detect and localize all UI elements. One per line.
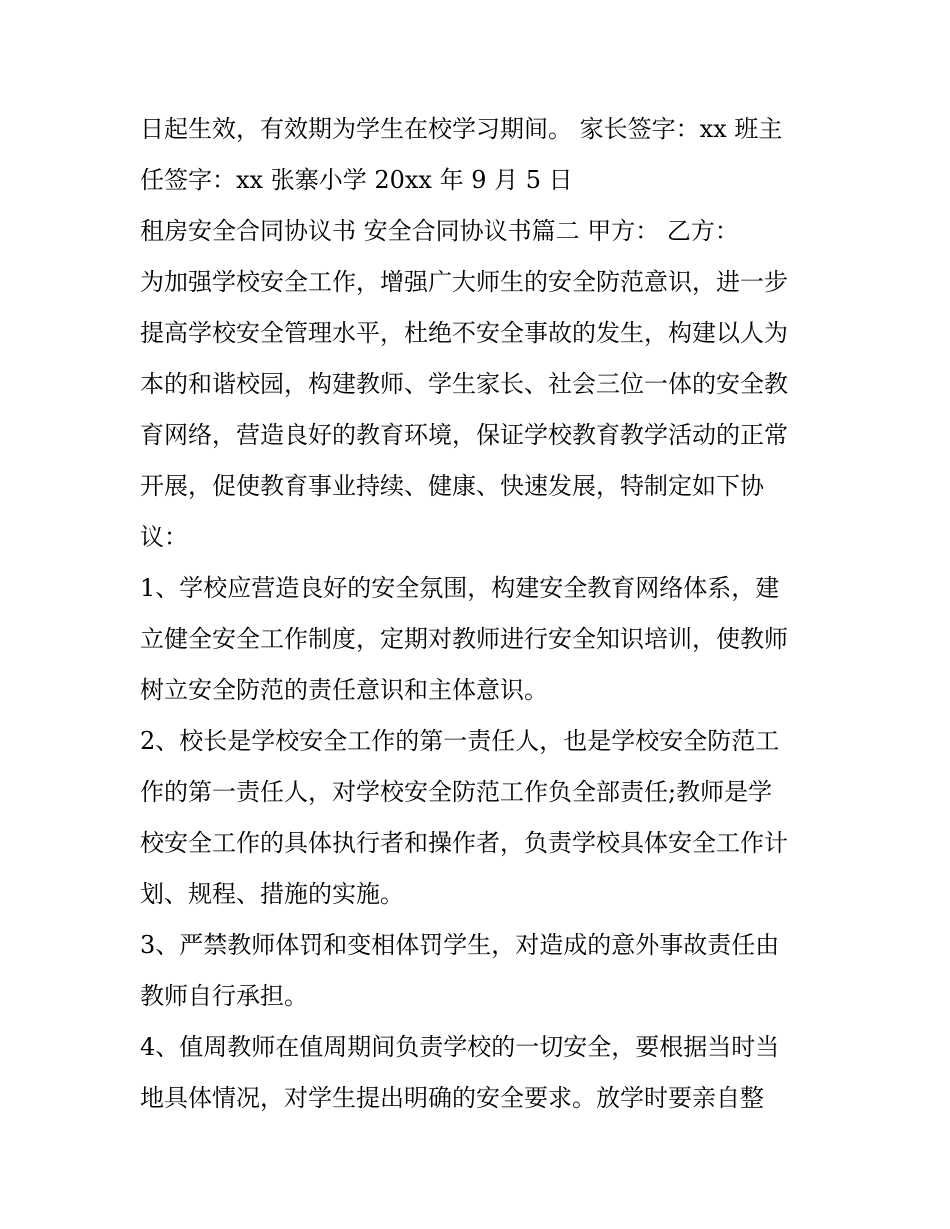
text-line: 作的第一责任人，对学校安全防范工作负全部责任;教师是学	[140, 778, 773, 806]
text-line: 议：	[140, 523, 188, 551]
text-line: 3、严禁教师体罚和变相体罚学生，对造成的意外事故责任由	[140, 931, 780, 959]
text-line: 划、规程、措施的实施。	[140, 880, 404, 908]
document-body	[140, 104, 820, 1124]
paragraph-clause-3	[140, 920, 820, 1022]
text-line: 本的和谐校园，构建教师、学生家长、社会三位一体的安全教	[140, 370, 788, 398]
paragraph-clause-4	[140, 1022, 820, 1124]
text-line: 任签字：xx 张寨小学 20xx 年 9 月 5 日	[140, 166, 573, 194]
text-line: 为加强学校安全工作，增强广大师生的安全防范意识，进一步	[140, 268, 788, 296]
text-line: 4、值周教师在值周期间负责学校的一切安全，要根据当时当	[140, 1033, 780, 1061]
paragraph-intro	[140, 257, 820, 563]
text-line: 立健全安全工作制度，定期对教师进行安全知识培训，使教师	[140, 625, 788, 653]
text-line: 租房安全合同协议书 安全合同协议书篇二 甲方： 乙方：	[140, 217, 739, 245]
text-line: 开展，促使教育事业持续、健康、快速发展，特制定如下协	[140, 472, 764, 500]
paragraph-signature-continuation	[140, 104, 820, 206]
text-line: 日起生效，有效期为学生在校学习期间。 家长签字：xx 班主	[140, 115, 783, 143]
text-line: 教师自行承担。	[140, 982, 308, 1010]
text-line: 2、校长是学校安全工作的第一责任人，也是学校安全防范工	[140, 727, 780, 755]
paragraph-heading	[140, 206, 820, 257]
paragraph-clause-2	[140, 716, 820, 920]
paragraph-clause-1	[140, 563, 820, 716]
text-line: 校安全工作的具体执行者和操作者，负责学校具体安全工作计	[140, 829, 788, 857]
text-line: 树立安全防范的责任意识和主体意识。	[140, 676, 548, 704]
text-line: 地具体情况，对学生提出明确的安全要求。放学时要亲自整	[140, 1084, 764, 1112]
text-line: 提高学校安全管理水平，杜绝不安全事故的发生，构建以人为	[140, 319, 788, 347]
text-line: 1、学校应营造良好的安全氛围，构建安全教育网络体系，建	[140, 574, 780, 602]
text-line: 育网络，营造良好的教育环境，保证学校教育教学活动的正常	[140, 421, 788, 449]
